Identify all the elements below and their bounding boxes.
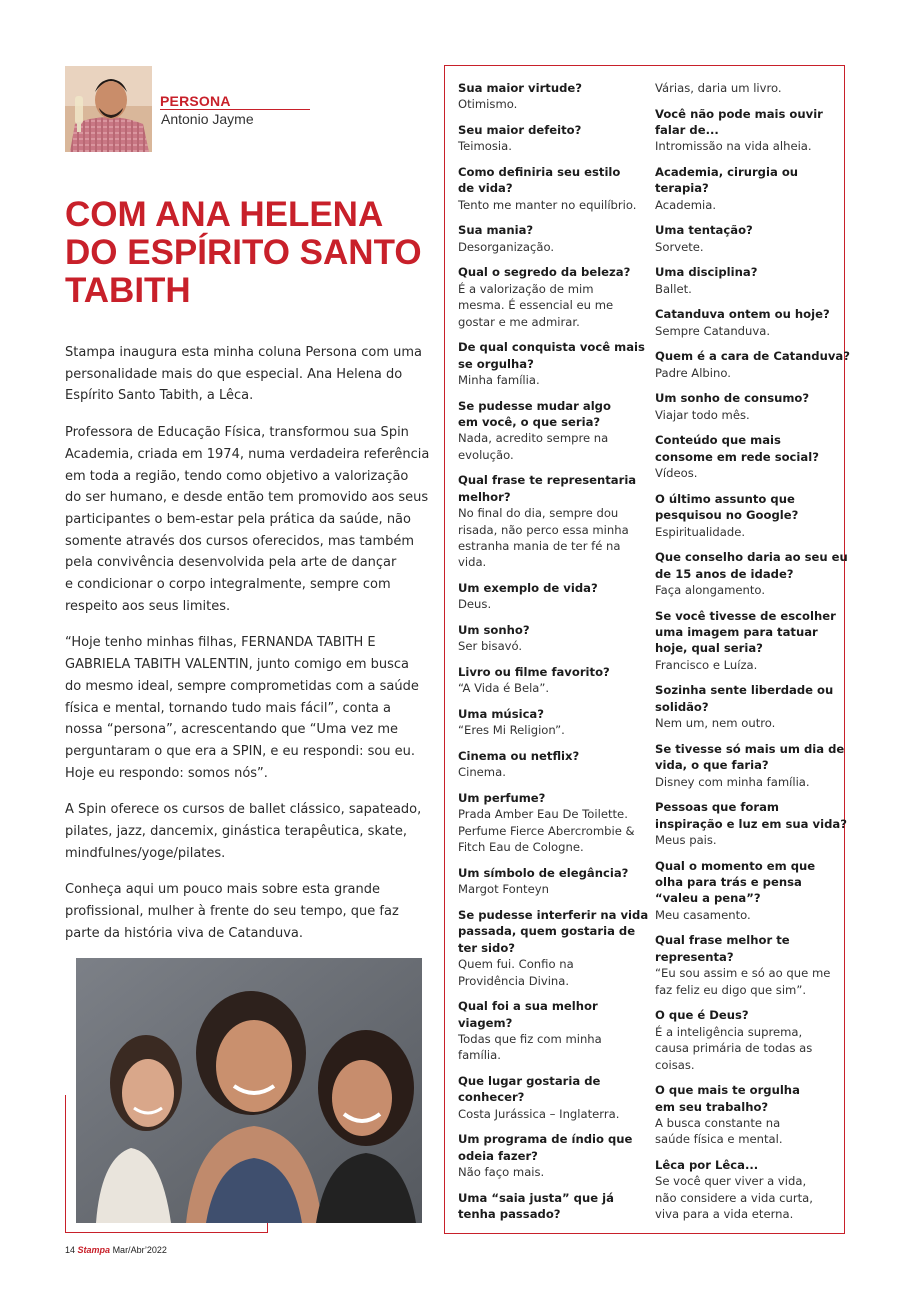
qa-answer bbox=[458, 138, 648, 154]
question-line: odeia fazer? bbox=[458, 1148, 538, 1163]
qa-question bbox=[655, 549, 848, 582]
qa-answer bbox=[655, 524, 835, 540]
question-line: “valeu a pena”? bbox=[655, 891, 761, 906]
qa-question bbox=[458, 907, 648, 956]
question-line: O que é Deus? bbox=[655, 1008, 749, 1023]
page-footer bbox=[65, 1245, 167, 1255]
body-paragraph bbox=[65, 879, 415, 944]
question-line: falar de... bbox=[655, 123, 719, 137]
question-line: representa? bbox=[655, 949, 734, 964]
question-line: Academia, cirurgia ou bbox=[655, 165, 799, 179]
qa-item bbox=[458, 339, 648, 388]
question-line: Catanduva ontem ou hoje? bbox=[655, 307, 830, 322]
body-line: respeito aos seus limites. bbox=[65, 598, 231, 614]
qa-question bbox=[655, 491, 835, 524]
body-line: pilates, jazz, dancemix, ginástica terapêutica, skate, bbox=[65, 824, 407, 840]
answer-line: Sorvete. bbox=[655, 239, 704, 254]
body-line: participantes o bem-estar pela prática da saúde, não bbox=[65, 511, 411, 527]
qa-question bbox=[458, 1131, 648, 1164]
question-line: Conteúdo que mais bbox=[655, 433, 781, 448]
body-line: personalidade mais do que especial. Ana Helena do bbox=[65, 366, 403, 382]
qa-answer bbox=[655, 657, 835, 673]
qa-question bbox=[655, 1082, 835, 1115]
question-line: de 15 anos de idade? bbox=[655, 566, 794, 581]
answer-line: Ballet. bbox=[655, 281, 692, 296]
qa-answer bbox=[655, 582, 835, 598]
qa-question bbox=[655, 682, 835, 715]
question-line: se orgulha? bbox=[458, 356, 534, 371]
body-line: e condicionar o corpo integralmente, sempre com bbox=[65, 577, 391, 593]
answer-line: A busca constante na bbox=[655, 1115, 781, 1130]
answer-line: viva para a vida eterna. bbox=[655, 1207, 794, 1222]
qa-column-left bbox=[458, 80, 648, 1232]
qa-item bbox=[655, 106, 835, 155]
qa-question bbox=[458, 706, 648, 722]
answer-line: causa primária de todas as bbox=[655, 1041, 813, 1056]
answer-line: Prada Amber Eau De Toilette. bbox=[458, 807, 628, 822]
qa-answer bbox=[458, 505, 648, 571]
question-line: ter sido? bbox=[458, 940, 516, 955]
question-line: Se pudesse interferir na vida bbox=[458, 907, 649, 922]
answer-line: Nem um, nem outro. bbox=[655, 716, 776, 731]
answer-line: Meu casamento. bbox=[655, 907, 751, 922]
qa-answer bbox=[655, 465, 835, 481]
qa-item bbox=[458, 1131, 648, 1180]
section-label: PERSONA bbox=[160, 93, 231, 109]
qa-question bbox=[458, 865, 648, 881]
answer-line: Cinema. bbox=[458, 765, 506, 780]
qa-question bbox=[655, 222, 835, 238]
answer-line: Fitch Eau de Cologne. bbox=[458, 840, 584, 855]
qa-question bbox=[458, 472, 648, 505]
qa-question bbox=[655, 799, 847, 832]
question-line: viagem? bbox=[458, 1015, 513, 1030]
qa-question bbox=[458, 580, 648, 596]
question-line: Seu maior defeito? bbox=[458, 123, 582, 137]
section-divider bbox=[160, 109, 310, 110]
qa-item bbox=[458, 907, 648, 989]
body-line: Stampa inaugura esta minha coluna Persona com uma bbox=[65, 345, 422, 360]
question-line: em seu trabalho? bbox=[655, 1099, 769, 1114]
qa-item bbox=[655, 348, 850, 381]
body-line: Professora de Educação Física, transformou sua Spin bbox=[65, 425, 409, 441]
qa-question bbox=[655, 264, 835, 280]
question-line: Sua mania? bbox=[458, 223, 534, 238]
qa-item bbox=[458, 865, 648, 898]
issue-date: Mar/Abr’2022 bbox=[112, 1245, 167, 1255]
question-line: passada, quem gostaria de bbox=[458, 924, 636, 939]
answer-line: Padre Albino. bbox=[655, 365, 731, 380]
qa-answer bbox=[458, 764, 648, 780]
body-line: Hoje eu respondo: somos nós”. bbox=[65, 765, 268, 781]
qa-item bbox=[458, 1190, 648, 1223]
question-line: consome em rede social? bbox=[655, 449, 819, 464]
body-line: somente através dos cursos oferecidos, mas também bbox=[65, 533, 415, 549]
qa-question bbox=[458, 80, 648, 96]
body-line: A Spin oferece os cursos de ballet clássico, sapateado, bbox=[65, 802, 422, 818]
qa-item bbox=[458, 222, 648, 255]
answer-line: faz feliz eu digo que sim”. bbox=[655, 982, 807, 997]
qa-answer bbox=[458, 197, 648, 213]
article-headline bbox=[65, 196, 435, 310]
body-line: Espírito Santo Tabith, a Lêca. bbox=[65, 388, 254, 404]
qa-question bbox=[458, 622, 648, 638]
qa-item bbox=[458, 580, 648, 613]
qa-item bbox=[655, 682, 835, 731]
qa-answer bbox=[655, 407, 835, 423]
question-line: Se você tivesse de escolher bbox=[655, 608, 836, 623]
body-line: Conheça aqui um pouco mais sobre esta grande bbox=[65, 882, 381, 898]
answer-line: Espiritualidade. bbox=[655, 524, 746, 539]
qa-answer bbox=[458, 96, 648, 112]
qa-answer bbox=[655, 832, 835, 848]
qa-item bbox=[655, 549, 848, 598]
answer-line: mesma. É essencial eu me bbox=[458, 298, 614, 313]
qa-item bbox=[655, 164, 835, 213]
qa-item bbox=[655, 858, 835, 924]
body-paragraph bbox=[65, 342, 422, 407]
question-line: Você não pode mais ouvir bbox=[655, 106, 823, 121]
qa-question bbox=[655, 106, 835, 139]
answer-line: Teimosia. bbox=[458, 139, 512, 154]
qa-question bbox=[655, 390, 835, 406]
qa-question bbox=[458, 122, 648, 138]
qa-answer bbox=[458, 881, 648, 897]
author-name: Antonio Jayme bbox=[161, 111, 254, 127]
qa-item bbox=[458, 664, 648, 697]
qa-answer bbox=[458, 372, 648, 388]
qa-answer bbox=[655, 323, 835, 339]
answer-line: saúde física e mental. bbox=[655, 1132, 783, 1147]
qa-answer bbox=[458, 1106, 648, 1122]
qa-item bbox=[458, 622, 648, 655]
qa-answer bbox=[458, 430, 648, 463]
body-line: mindfulnes/yoge/pilates. bbox=[65, 845, 226, 861]
question-line: Um sonho de consumo? bbox=[655, 391, 810, 406]
question-line: Que conselho daria ao seu eu bbox=[655, 550, 848, 565]
qa-question bbox=[458, 222, 648, 238]
qa-question bbox=[458, 998, 648, 1031]
answer-line: coisas. bbox=[655, 1057, 695, 1072]
qa-item bbox=[458, 122, 648, 155]
question-line: pesquisou no Google? bbox=[655, 508, 799, 523]
question-line: uma imagem para tatuar bbox=[655, 625, 818, 640]
answer-line: gostar e me admirar. bbox=[458, 314, 580, 329]
qa-answer bbox=[655, 365, 835, 381]
qa-answer bbox=[458, 680, 648, 696]
qa-question bbox=[655, 1157, 835, 1173]
question-line: Um programa de índio que bbox=[458, 1132, 633, 1147]
qa-item bbox=[655, 306, 835, 339]
question-line: Uma tentação? bbox=[655, 223, 753, 238]
qa-question bbox=[655, 432, 835, 465]
answer-line: Todas que fiz com minha bbox=[458, 1031, 602, 1046]
qa-item bbox=[655, 264, 835, 297]
body-paragraph bbox=[65, 632, 419, 784]
question-line: Qual frase melhor te bbox=[655, 933, 790, 948]
question-line: Um perfume? bbox=[458, 791, 546, 806]
answer-line: Francisco e Luíza. bbox=[655, 657, 758, 672]
question-line: inspiração e luz em sua vida? bbox=[655, 816, 847, 831]
body-line: Academia, criada em 1974, numa verdadeira referência bbox=[65, 446, 430, 462]
body-line: pela convivência desenvolvida pela arte de dançar bbox=[65, 555, 397, 571]
question-line: solidão? bbox=[655, 699, 709, 714]
answer-line: Vídeos. bbox=[655, 466, 698, 481]
body-paragraph bbox=[65, 799, 422, 864]
author-portrait-image bbox=[65, 66, 152, 152]
answer-line: Desorganização. bbox=[458, 239, 555, 254]
qa-item bbox=[458, 472, 648, 570]
qa-question bbox=[458, 1190, 648, 1223]
question-line: Se tivesse só mais um dia de bbox=[655, 741, 845, 756]
qa-answer bbox=[458, 638, 648, 654]
question-line: tenha passado? bbox=[458, 1207, 561, 1222]
question-line: Uma música? bbox=[458, 707, 544, 722]
answer-line: Sempre Catanduva. bbox=[655, 323, 771, 338]
qa-item bbox=[655, 432, 835, 481]
magazine-brand: Stampa bbox=[77, 1245, 111, 1255]
question-line: Pessoas que foram bbox=[655, 800, 779, 815]
qa-answer bbox=[655, 907, 835, 923]
answer-line: Disney com minha família. bbox=[655, 774, 810, 789]
qa-item bbox=[458, 398, 648, 464]
answer-line: Tento me manter no equilíbrio. bbox=[458, 197, 637, 212]
qa-question bbox=[655, 348, 850, 364]
question-line: Cinema ou netflix? bbox=[458, 749, 580, 764]
qa-answer bbox=[655, 774, 835, 790]
answer-line: É a inteligência suprema, bbox=[655, 1024, 803, 1039]
qa-item bbox=[655, 608, 835, 674]
qa-answer bbox=[458, 1164, 648, 1180]
qa-item bbox=[458, 748, 648, 781]
qa-item bbox=[458, 264, 648, 330]
qa-answer bbox=[655, 197, 835, 213]
body-line: parte da história viva de Catanduva. bbox=[65, 925, 303, 941]
qa-answer bbox=[655, 138, 835, 154]
question-line: O último assunto que bbox=[655, 491, 795, 506]
qa-question bbox=[458, 748, 648, 764]
three-women-photo-image bbox=[76, 958, 422, 1223]
qa-answer bbox=[458, 596, 648, 612]
answer-line: Meus pais. bbox=[655, 833, 717, 848]
question-line: Um símbolo de elegância? bbox=[458, 865, 629, 880]
qa-question bbox=[458, 790, 648, 806]
qa-item bbox=[458, 706, 648, 739]
answer-line: Nada, acredito sempre na bbox=[458, 431, 609, 446]
question-line: Uma “saia justa” que já bbox=[458, 1190, 614, 1205]
question-line: vida, o que faria? bbox=[655, 758, 769, 773]
qa-item bbox=[655, 80, 835, 96]
answer-line: evolução. bbox=[458, 447, 514, 462]
answer-line: Várias, daria um livro. bbox=[655, 81, 782, 95]
qa-item bbox=[458, 998, 648, 1064]
question-line: Um sonho? bbox=[458, 623, 530, 638]
question-line: Qual o segredo da beleza? bbox=[458, 265, 631, 280]
qa-question bbox=[655, 306, 835, 322]
answer-line: Providência Divina. bbox=[458, 973, 570, 988]
question-line: Livro ou filme favorito? bbox=[458, 665, 610, 680]
headline-line: TABITH bbox=[65, 271, 191, 310]
answer-line: Perfume Fierce Abercrombie & bbox=[458, 823, 635, 838]
question-line: em você, o que seria? bbox=[458, 415, 601, 430]
answer-line: vida. bbox=[458, 555, 487, 570]
body-line: física e mental, tornando tudo mais fácil”, conta a bbox=[65, 700, 391, 716]
answer-line: É a valorização de mim bbox=[458, 281, 594, 296]
answer-line: Se você quer viver a vida, bbox=[655, 1174, 807, 1189]
question-line: Sozinha sente liberdade ou bbox=[655, 683, 834, 698]
qa-answer bbox=[655, 715, 835, 731]
page-number: 14 bbox=[65, 1245, 76, 1255]
answer-line: “A Vida é Bela”. bbox=[458, 681, 550, 696]
qa-answer bbox=[458, 806, 648, 855]
qa-answer bbox=[458, 239, 648, 255]
question-line: olha para trás e pensa bbox=[655, 875, 802, 890]
qa-answer bbox=[655, 80, 835, 96]
question-line: conhecer? bbox=[458, 1090, 525, 1105]
answer-line: Ser bisavó. bbox=[458, 639, 523, 654]
question-line: Quem é a cara de Catanduva? bbox=[655, 349, 850, 364]
question-line: de vida? bbox=[458, 181, 513, 196]
answer-line: Margot Fonteyn bbox=[458, 882, 549, 897]
question-line: Como definiria seu estilo bbox=[458, 165, 621, 179]
qa-answer bbox=[458, 722, 648, 738]
qa-question bbox=[655, 858, 835, 907]
answer-line: risada, não perco essa minha bbox=[458, 522, 629, 537]
qa-question bbox=[458, 1073, 648, 1106]
answer-line: Faça alongamento. bbox=[655, 583, 765, 598]
qa-item bbox=[655, 222, 835, 255]
question-line: Uma disciplina? bbox=[655, 265, 758, 280]
qa-item bbox=[655, 741, 845, 790]
qa-question bbox=[655, 164, 835, 197]
author-photo bbox=[65, 66, 152, 152]
answer-line: “Eu sou assim e só ao que me bbox=[655, 966, 831, 981]
qa-question bbox=[458, 398, 648, 431]
qa-item bbox=[655, 491, 835, 540]
answer-line: “Eres Mi Religion”. bbox=[458, 723, 565, 738]
qa-column-right bbox=[655, 80, 850, 1232]
body-line: nossa “persona”, acrescentando que “Uma vez me bbox=[65, 722, 399, 738]
answer-line: Otimismo. bbox=[458, 97, 518, 112]
answer-line: Academia. bbox=[655, 197, 717, 212]
question-line: Se pudesse mudar algo bbox=[458, 398, 611, 413]
qa-answer bbox=[655, 965, 835, 998]
body-line: “Hoje tenho minhas filhas, FERNANDA TABITH E bbox=[65, 635, 376, 651]
qa-item bbox=[458, 790, 648, 856]
qa-item bbox=[655, 1007, 835, 1073]
qa-item bbox=[655, 1157, 835, 1223]
question-line: Qual o momento em que bbox=[655, 858, 816, 873]
qa-answer bbox=[655, 1024, 835, 1073]
body-line: perguntaram o que era a SPIN, e eu respondi: sou eu. bbox=[65, 743, 416, 759]
qa-answer bbox=[655, 239, 835, 255]
qa-question bbox=[655, 1007, 835, 1023]
qa-answer bbox=[458, 281, 648, 330]
question-line: Um exemplo de vida? bbox=[458, 581, 598, 596]
answer-line: Intromissão na vida alheia. bbox=[655, 139, 812, 154]
qa-item bbox=[655, 932, 835, 998]
qa-item bbox=[458, 1073, 648, 1122]
qa-answer bbox=[458, 1031, 648, 1064]
article-body bbox=[65, 342, 430, 960]
answer-line: estranha mania de ter fé na bbox=[458, 539, 621, 554]
body-line: do mesmo ideal, sempre comprometidas com a saúde bbox=[65, 678, 419, 694]
qa-answer bbox=[655, 281, 835, 297]
body-line: do ser humano, e desde então tem promovido aos seus bbox=[65, 490, 429, 506]
qa-answer bbox=[655, 1115, 835, 1148]
question-line: Qual foi a sua melhor bbox=[458, 999, 598, 1014]
answer-line: No final do dia, sempre dou bbox=[458, 506, 619, 521]
question-line: Sua maior virtude? bbox=[458, 81, 582, 95]
answer-line: Deus. bbox=[458, 597, 492, 612]
headline-line: DO ESPÍRITO SANTO bbox=[65, 233, 422, 272]
question-line: Lêca por Lêca... bbox=[655, 1157, 759, 1172]
body-paragraph bbox=[65, 422, 430, 617]
answer-line: família. bbox=[458, 1048, 501, 1063]
question-line: De qual conquista você mais bbox=[458, 340, 645, 355]
qa-item bbox=[458, 80, 648, 113]
question-line: O que mais te orgulha bbox=[655, 1083, 800, 1098]
answer-line: Quem fui. Confio na bbox=[458, 957, 574, 972]
question-line: hoje, qual seria? bbox=[655, 641, 763, 656]
qa-question bbox=[655, 932, 835, 965]
qa-item bbox=[655, 799, 847, 848]
question-line: Que lugar gostaria de bbox=[458, 1073, 601, 1088]
qa-question bbox=[458, 339, 648, 372]
answer-line: Costa Jurássica – Inglaterra. bbox=[458, 1106, 620, 1121]
qa-answer bbox=[655, 1173, 835, 1222]
qa-question bbox=[655, 741, 845, 774]
qa-item bbox=[655, 1082, 835, 1148]
body-line: profissional, mulher à frente do seu tempo, que faz bbox=[65, 904, 399, 920]
question-line: terapia? bbox=[655, 181, 709, 196]
qa-answer bbox=[458, 956, 648, 989]
qa-question bbox=[655, 608, 835, 657]
body-line: GABRIELA TABITH VALENTIN, junto comigo em busca bbox=[65, 657, 410, 673]
qa-item bbox=[458, 164, 648, 213]
question-line: melhor? bbox=[458, 489, 511, 504]
answer-line: Não faço mais. bbox=[458, 1165, 545, 1180]
qa-item bbox=[655, 390, 835, 423]
headline-line: COM ANA HELENA bbox=[65, 195, 384, 234]
qa-question bbox=[458, 664, 648, 680]
question-line: Qual frase te representaria bbox=[458, 473, 637, 488]
qa-question bbox=[458, 264, 648, 280]
body-line: em toda a região, tendo como objetivo a valorização bbox=[65, 468, 409, 484]
family-photo bbox=[76, 958, 422, 1223]
qa-question bbox=[458, 164, 648, 197]
answer-line: Minha família. bbox=[458, 373, 540, 388]
answer-line: Viajar todo mês. bbox=[655, 407, 750, 422]
answer-line: não considere a vida curta, bbox=[655, 1190, 813, 1205]
